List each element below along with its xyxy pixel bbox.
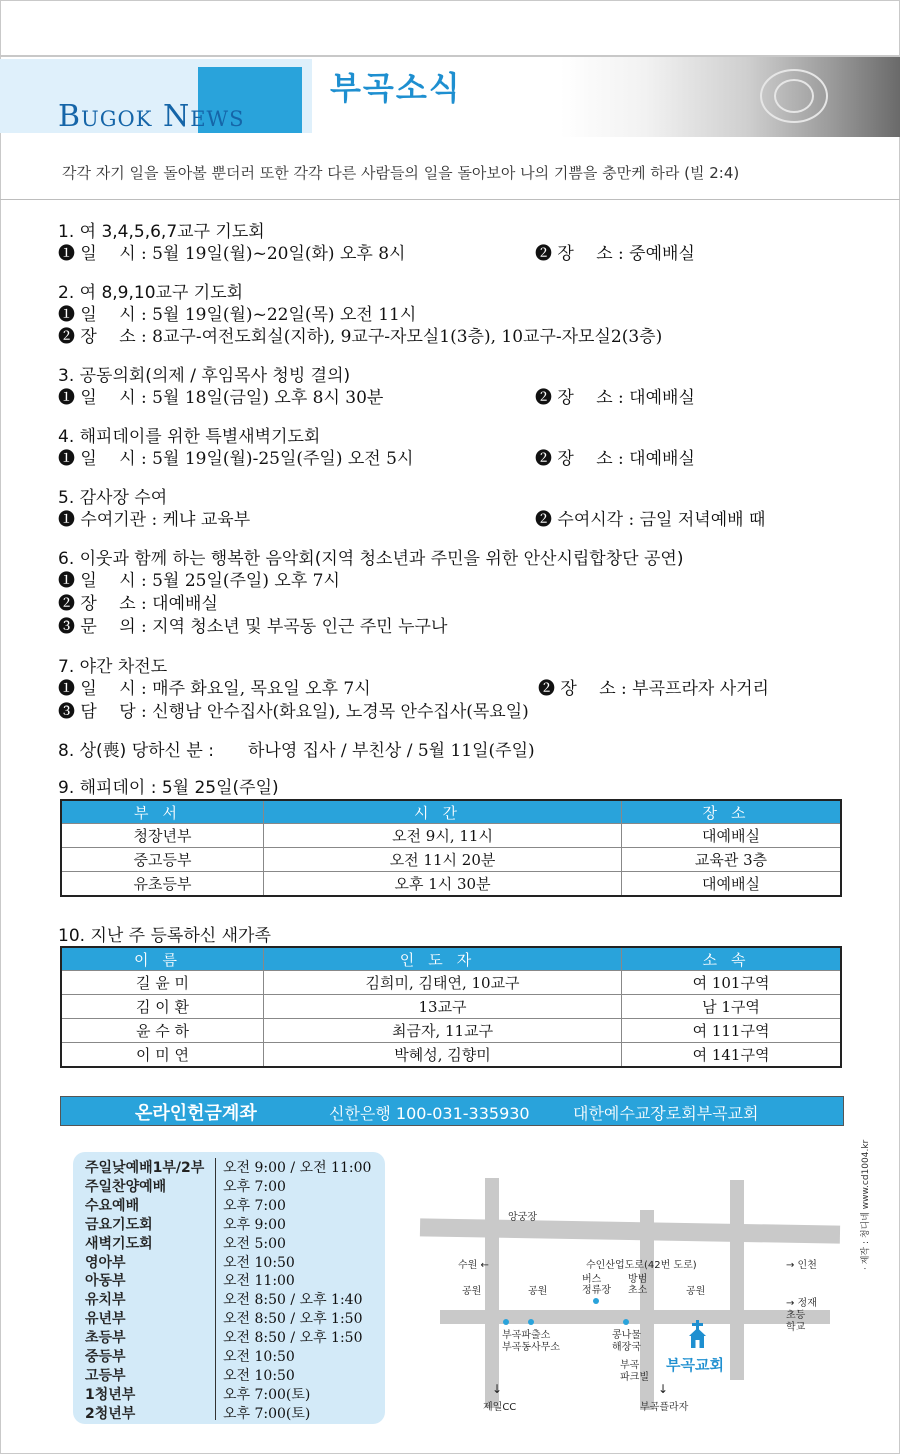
header: [0, 55, 900, 137]
separator: [0, 199, 900, 200]
map-label-angung: 앙궁장: [508, 1212, 537, 1223]
item-5-line-a: ❶ 수여기관 : 케냐 교육부: [58, 510, 251, 530]
schedule-time: 오전 10:50: [223, 1349, 295, 1365]
schedule-service: 수요예배: [85, 1197, 140, 1214]
cell: 여 101구역: [622, 971, 841, 995]
item-4-line-b: ❷ 장 소 : 대예배실: [535, 449, 695, 469]
item-8-title: 8. 상(喪) 당하신 분 :: [58, 741, 214, 761]
schedule-time: 오전 10:50: [223, 1254, 295, 1271]
table-row: [61, 824, 841, 848]
item-4-line-a: ❶ 일 시 : 5월 19일(월)-25일(주일) 오전 5시: [58, 449, 414, 469]
schedule-time: 오전 9:00 / 오전 11:00: [223, 1160, 372, 1176]
map-label-incheon: → 인천: [786, 1260, 817, 1271]
cell: 최금자, 11교구: [264, 1019, 622, 1043]
item-2-line-2: ❷ 장 소 : 8교구-여전도회실(지하), 9교구-자모실1(3층), 10교구-자모실2(3층): [58, 327, 663, 347]
restaurant-dot: [623, 1319, 629, 1325]
page-title: 부곡소식: [330, 69, 462, 107]
schedule-service: 영아부: [85, 1254, 126, 1271]
arrow-down-icon: ↓: [658, 1382, 669, 1396]
newfamily-table: [60, 946, 842, 1068]
cell: 대예배실: [622, 824, 841, 848]
stone-image: [560, 57, 900, 137]
map-label-park: 공원: [528, 1286, 548, 1297]
schedule-service: 2청년부: [85, 1405, 136, 1422]
map-label-bugokpark: 부곡 파크빌: [620, 1360, 649, 1383]
item-4-title: 4. 해피데이를 위한 특별새벽기도회: [58, 427, 321, 447]
schedule-divider: [215, 1158, 216, 1420]
cell: 김 이 환: [61, 995, 264, 1019]
header-time: 시간: [264, 800, 622, 824]
cell: 교육관 3층: [622, 848, 841, 872]
item-6-title: 6. 이웃과 함께 하는 행복한 음악회(지역 청소년과 주민을 위한 안산시립합창단 공연): [58, 549, 684, 569]
schedule-time: 오전 8:50 / 오후 1:40: [223, 1292, 363, 1309]
schedule-service: 주일낮예배1부/2부: [85, 1160, 205, 1176]
map-label-jeongjae: → 정재 초등 학교: [786, 1298, 817, 1333]
table-row: [61, 995, 841, 1019]
map-label-jeil: 제일CC: [483, 1402, 517, 1413]
item-5-title: 5. 감사장 수여: [58, 488, 168, 508]
stone-ring-inner: [774, 79, 814, 113]
item-7-line-b: ❷ 장 소 : 부곡프라자 사거리: [538, 679, 769, 699]
map-label-suwon: 수원 ←: [458, 1260, 489, 1271]
item-7-line-a: ❶ 일 시 : 매주 화요일, 목요일 오후 7시: [58, 679, 371, 699]
location-map: [420, 1170, 840, 1420]
cell: 오후 1시 30분: [264, 872, 622, 897]
cell: 박혜성, 김향미: [264, 1043, 622, 1068]
table-row: [61, 848, 841, 872]
schedule-time: 오전 5:00: [223, 1235, 286, 1252]
item-8-detail: 하나영 집사 / 부친상 / 5월 11일(주일): [248, 741, 535, 761]
table-header-row: [61, 800, 841, 824]
cell: 길 윤 미: [61, 971, 264, 995]
map-label-police: 부곡파출소 부곡동사무소: [502, 1330, 560, 1353]
logo-text: Bugok News: [58, 99, 245, 134]
item-2-line-1: ❶ 일 시 : 5월 19일(월)~22일(목) 오전 11시: [58, 305, 417, 325]
map-label-park: 공원: [686, 1286, 706, 1297]
cell: 13교구: [264, 995, 622, 1019]
item-6-line-3: ❸ 문 의 : 지역 청소년 및 부곡동 인근 주민 누구나: [58, 617, 448, 637]
header-place: 장소: [622, 800, 841, 824]
cell: 이 미 연: [61, 1043, 264, 1068]
schedule-service: 고등부: [85, 1367, 126, 1384]
cell: 김희미, 김태연, 10교구: [264, 971, 622, 995]
road-main: [420, 1218, 840, 1243]
item-7-title: 7. 야간 차전도: [58, 657, 168, 677]
map-label-bus: 버스 정류장: [582, 1274, 611, 1296]
item-2-title: 2. 여 8,9,10교구 기도회: [58, 283, 244, 303]
cell: 유초등부: [61, 872, 264, 897]
bank-account: 신한은행 100-031-335930: [329, 1104, 530, 1123]
bible-verse: 각각 자기 일을 돌아볼 뿐더러 또한 각각 다른 사람들의 일을 돌아보아 나의 기쁨을 충만케 하라 (빌 2:4): [62, 164, 740, 182]
map-label-crime: 방범 초소: [628, 1274, 648, 1296]
police-dot: [528, 1319, 534, 1325]
schedule-service: 금요기도회: [85, 1216, 153, 1233]
header-group: 소속: [622, 947, 841, 971]
schedule-time: 오전 8:50 / 오후 1:50: [223, 1311, 363, 1328]
schedule-time: 오후 7:00(토): [223, 1405, 311, 1422]
bus-stop-dot: [593, 1298, 599, 1304]
online-offering-banner: [60, 1096, 844, 1126]
header-guide: 인도자: [264, 947, 622, 971]
cell: 오전 11시 20분: [264, 848, 622, 872]
schedule-service: 주일찬양예배: [85, 1178, 167, 1195]
cell: 여 111구역: [622, 1019, 841, 1043]
cell: 대예배실: [622, 872, 841, 897]
schedule-time: 오전 8:50 / 오후 1:50: [223, 1330, 363, 1347]
table-row: [61, 1043, 841, 1068]
table-row: [61, 971, 841, 995]
schedule-service: 중등부: [85, 1349, 126, 1365]
schedule-service: 유치부: [85, 1292, 126, 1309]
cell: 여 141구역: [622, 1043, 841, 1068]
item-10-title: 10. 지난 주 등록하신 새가족: [58, 926, 271, 946]
table-row: [61, 1019, 841, 1043]
item-5-line-b: ❷ 수여시각 : 금일 저녁예배 때: [535, 510, 766, 530]
item-1-line-b: ❷ 장 소 : 중예배실: [535, 244, 695, 264]
map-label-road: 수인산업도로(42번 도로): [586, 1260, 697, 1271]
header-name: 이름: [61, 947, 264, 971]
item-3-title: 3. 공동의회(의제 / 후임목사 청빙 결의): [58, 366, 351, 386]
credit-text: · 제작 : 청디네 www.cd1004.kr: [861, 1139, 871, 1270]
schedule-time: 오후 9:00: [223, 1216, 286, 1233]
item-6-line-1: ❶ 일 시 : 5월 25일(주일) 오후 7시: [58, 571, 340, 591]
table-header-row: [61, 947, 841, 971]
table-row: [61, 872, 841, 897]
schedule-time: 오후 7:00(토): [223, 1386, 311, 1403]
worship-schedule: [73, 1152, 385, 1424]
account-owner: 대한예수교장로회부곡교회: [573, 1104, 759, 1123]
map-label-kong: 콩나물 해장국: [612, 1330, 641, 1353]
schedule-time: 오후 7:00: [223, 1178, 286, 1195]
header-dept: 부서: [61, 800, 264, 824]
item-3-line-a: ❶ 일 시 : 5월 18일(금일) 오후 8시 30분: [58, 388, 384, 408]
logo-box: [0, 59, 312, 133]
schedule-service: 유년부: [85, 1311, 126, 1328]
item-1-title: 1. 여 3,4,5,6,7교구 기도회: [58, 222, 265, 242]
map-label-church: 부곡교회: [666, 1356, 724, 1374]
road-right: [730, 1180, 744, 1380]
happyday-table: [60, 799, 842, 897]
church-icon: [686, 1320, 710, 1350]
schedule-service: 아동부: [85, 1273, 126, 1290]
item-6-line-2: ❷ 장 소 : 대예배실: [58, 594, 218, 614]
police-dot: [503, 1319, 509, 1325]
cell: 남 1구역: [622, 995, 841, 1019]
schedule-time: 오후 7:00: [223, 1197, 286, 1214]
map-label-plaza: 부곡플라자: [640, 1402, 689, 1413]
item-3-line-b: ❷ 장 소 : 대예배실: [535, 388, 695, 408]
item-1-line-a: ❶ 일 시 : 5월 19일(월)~20일(화) 오후 8시: [58, 244, 406, 264]
item-9-title: 9. 해피데이 : 5월 25일(주일): [58, 778, 279, 798]
cell: 중고등부: [61, 848, 264, 872]
road-left: [485, 1178, 499, 1408]
arrow-down-icon: ↓: [492, 1382, 503, 1396]
schedule-service: 새벽기도회: [85, 1235, 153, 1252]
cell: 오전 9시, 11시: [264, 824, 622, 848]
online-label: 온라인헌금계좌: [135, 1103, 257, 1124]
schedule-time: 오전 11:00: [223, 1273, 295, 1290]
item-7-line-2: ❸ 담 당 : 신행남 안수집사(화요일), 노경목 안수집사(목요일): [58, 702, 529, 722]
schedule-service: 초등부: [85, 1330, 126, 1347]
cell: 윤 수 하: [61, 1019, 264, 1043]
schedule-service: 1청년부: [85, 1386, 136, 1403]
map-label-park: 공원: [462, 1286, 482, 1297]
cell: 청장년부: [61, 824, 264, 848]
schedule-time: 오전 10:50: [223, 1367, 295, 1384]
